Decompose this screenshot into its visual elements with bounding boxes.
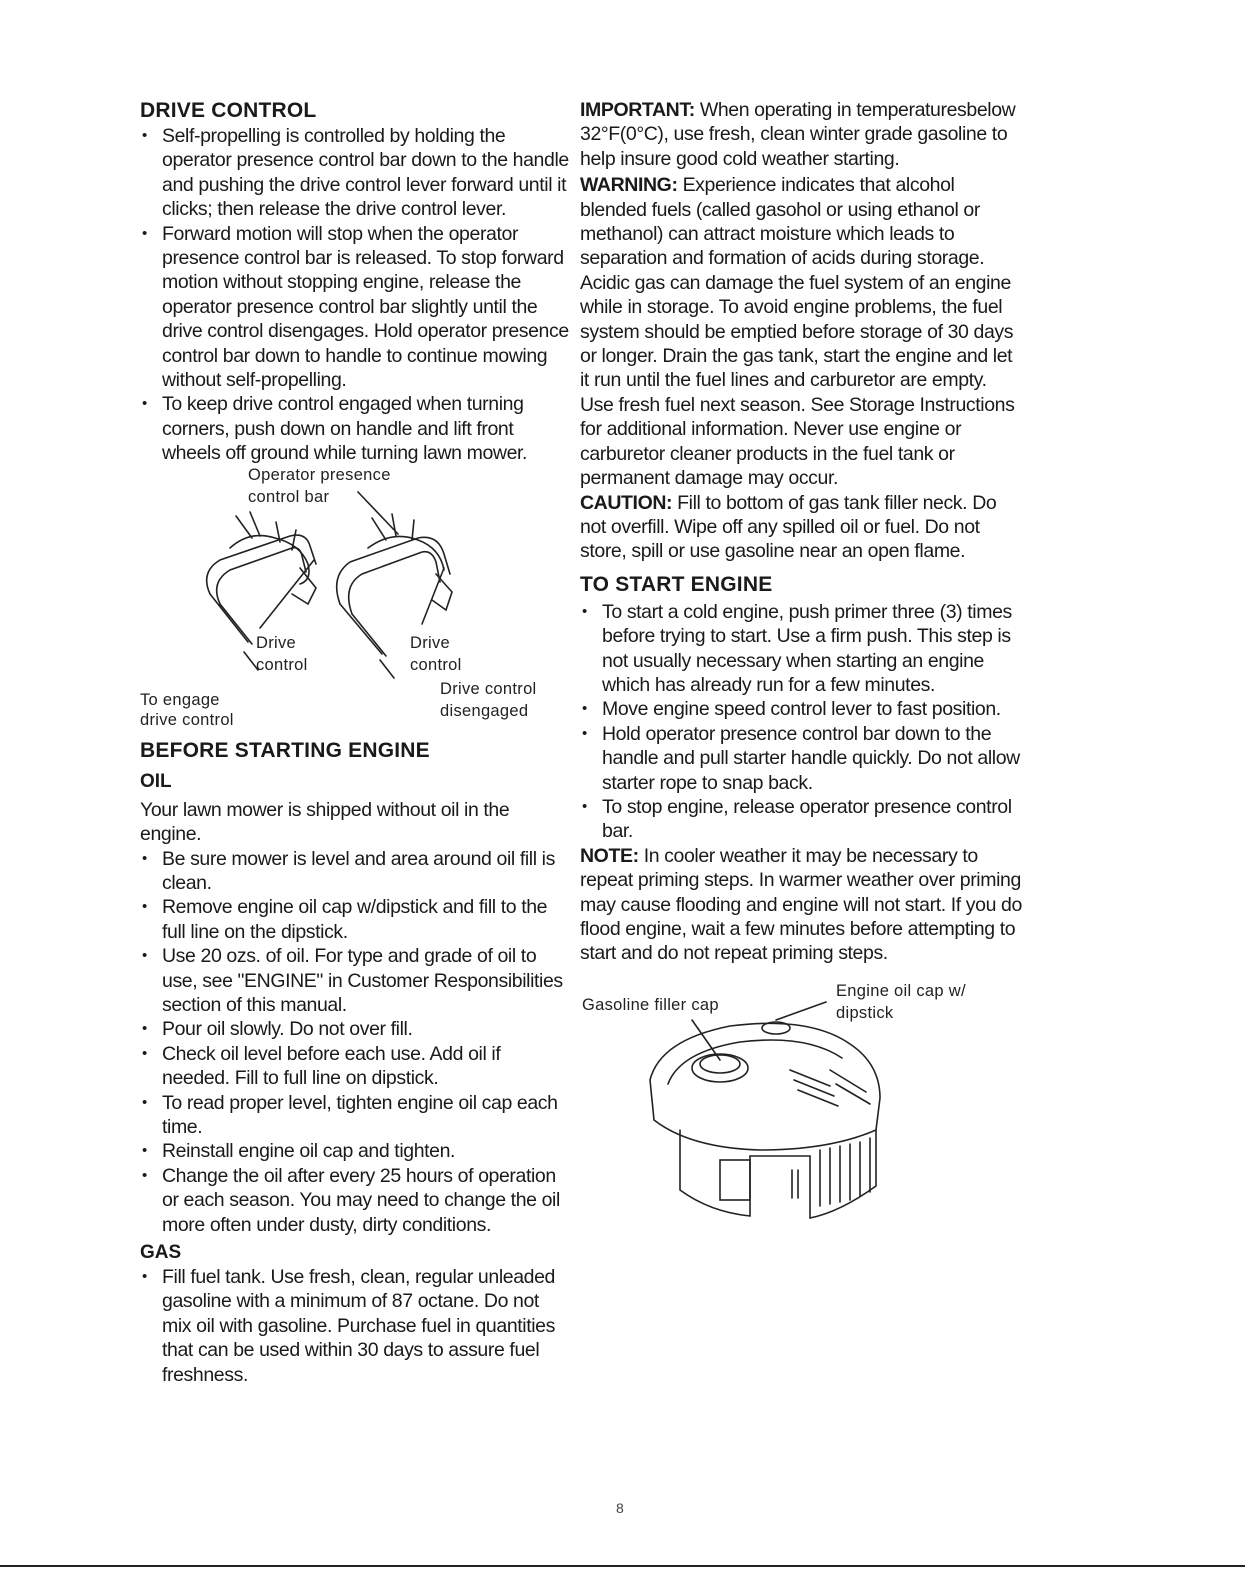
list-item: • Forward motion will stop when the operator presence control bar is released. To stop forward motion without stopping engine, release the operator presence control bar slightly until the drive control disengages. Hold operator presence control bar down to handle to continue mowing without self-propelling. — [140, 222, 570, 393]
caution-text: Fill to bottom of gas tank filler neck. Do not overfill. Wipe off any spilled oil or fuel. Do not store, spill or use gasoline near an open flame. — [580, 491, 997, 563]
before-starting-heading: BEFORE STARTING ENGINE — [140, 738, 430, 762]
start-engine-list — [580, 600, 1025, 844]
gasoline-filler-cap-label: Gasoline filler cap — [582, 995, 719, 1014]
list-item: • To keep drive control engaged when turning corners, push down on handle and lift front wheels off ground while turning lawn mower. — [140, 392, 570, 465]
page-number: 8 — [616, 1500, 624, 1516]
list-item: • To start a cold engine, push primer three (3) times before trying to start. Use a firm push. This step is not usually necessary when starting an engine which has already run for a few minutes. — [580, 600, 1025, 698]
list-item: • Pour oil slowly. Do not over fill. — [140, 1017, 570, 1041]
oil-list — [140, 847, 570, 1238]
list-item: • Change the oil after every 25 hours of operation or each season. You may need to change the oil more often under dusty, dirty conditions. — [140, 1164, 570, 1237]
caution-label: CAUTION: — [580, 491, 673, 514]
drive-control-right-label: Drive control — [410, 633, 462, 674]
list-item: • Hold operator presence control bar down to the handle and pull starter handle quickly. Do not allow starter rope to snap back. — [580, 722, 1025, 795]
warning-text: Experience indicates that alcohol blended fuels (called gasohol or using ethanol or methanol) can attract moisture which leads to separation and formation of acids during storage. Acidic gas can damage the fuel system of an engine while in storage. To avoid engine problems, the fuel system should be emptied before storage of 30 days or longer. Drain the gas tank, start the engine and let it run until the fuel lines and carburetor are empty. Use fresh fuel next season. See Storage Instructions for additional information. Never use engine or carburetor cleaner products in the fuel tank or permanent damage may occur. — [580, 174, 1015, 490]
engine-illustration — [580, 980, 1025, 1230]
gas-list — [140, 1265, 570, 1387]
drive-control-heading: DRIVE CONTROL — [140, 99, 317, 122]
list-item: • Reinstall engine oil cap and tighten. — [140, 1139, 570, 1163]
list-item: • Use 20 ozs. of oil. For type and grade of oil to use, see "ENGINE" in Customer Responsibilities section of this manual. — [140, 944, 570, 1017]
list-item: • To stop engine, release operator presence control bar. — [580, 795, 1025, 844]
note-text: In cooler weather it may be necessary to repeat priming steps. In warmer weather over priming may cause flooding and engine will not start. If you do flood engine, wait a few minutes before attempting to start and do not repeat priming steps. — [580, 844, 1022, 965]
list-item: • Remove engine oil cap w/dipstick and fill to the full line on the dipstick. — [140, 895, 570, 944]
drive-control-disengaged-label: Drive control disengaged — [440, 679, 537, 720]
note-label: NOTE: — [580, 844, 639, 867]
right-column — [580, 98, 1025, 1230]
left-column — [140, 98, 570, 1387]
warning-paragraph — [580, 173, 1025, 490]
engine-figure — [580, 980, 1025, 1230]
oil-intro: Your lawn mower is shipped without oil in the engine. — [140, 798, 510, 846]
engine-oil-cap-label: Engine oil cap w/ dipstick — [836, 981, 966, 1022]
gas-heading: GAS — [140, 1242, 182, 1263]
list-item: • Check oil level before each use. Add oil if needed. Fill to full line on dipstick. — [140, 1042, 570, 1091]
list-item: • Self-propelling is controlled by holding the operator presence control bar down to the handle and pushing the drive control lever forward until it clicks; then release the drive control lever. — [140, 124, 570, 222]
list-item: • Move engine speed control lever to fast position. — [580, 697, 1025, 721]
start-engine-heading: TO START ENGINE — [580, 572, 773, 596]
oil-heading: OIL — [140, 770, 172, 792]
list-item: • Fill fuel tank. Use fresh, clean, regular unleaded gasoline with a minimum of 87 octane. Do not mix oil with gasoline. Purchase fuel in quantities that can be used within 30 days to assure fuel freshness. — [140, 1265, 570, 1387]
to-engage-label: To engage drive control — [140, 690, 234, 729]
important-label: IMPORTANT: — [580, 99, 695, 121]
list-item: • Be sure mower is level and area around oil fill is clean. — [140, 847, 570, 896]
drive-control-list — [140, 124, 570, 466]
drive-control-left-label: Drive control — [256, 633, 308, 674]
caution-paragraph — [580, 491, 1025, 564]
bottom-rule — [0, 1565, 1245, 1567]
important-text: When operating in temperaturesbelow 32°F(0°C), use fresh, clean winter grade gasoline to help insure good cold weather starting. — [580, 99, 1016, 170]
important-paragraph — [580, 98, 1025, 171]
warning-label: WARNING: — [580, 174, 678, 197]
operator-presence-label: Operator presence control bar — [248, 465, 391, 506]
list-item: • To read proper level, tighten engine oil cap each time. — [140, 1091, 570, 1140]
note-paragraph — [580, 844, 1025, 966]
drive-control-figure — [140, 464, 570, 734]
